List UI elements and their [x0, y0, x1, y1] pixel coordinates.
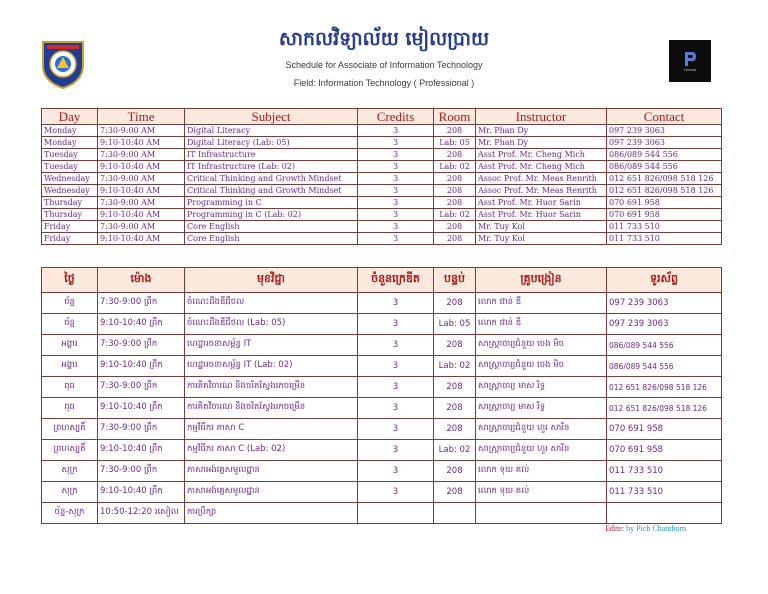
table-cell: Lab: 02: [434, 209, 476, 221]
table-cell: 7:30-9:00 AM: [98, 173, 185, 185]
table-cell: 086/089 544 556: [607, 161, 722, 173]
table-cell: 208: [434, 293, 476, 314]
table-cell: Tuesday: [42, 149, 98, 161]
column-header: ចំនួនក្រេឌីត: [358, 268, 434, 293]
table-cell: Critical Thinking and Growth Mindset: [185, 173, 358, 185]
table-cell: 208: [434, 185, 476, 197]
table-cell: 097 239 3063: [607, 125, 722, 137]
table-cell: 9:10-10:40 ព្រឹក: [98, 482, 185, 503]
table-cell: ការប្រឹក្សា: [185, 503, 358, 524]
table-cell: Monday: [42, 125, 98, 137]
table-cell: 3: [358, 209, 434, 221]
column-header: Room: [434, 109, 476, 125]
editor-credit: [605, 524, 686, 533]
table-cell: Programming in C: [185, 197, 358, 209]
table-cell: ច័ន្ទ: [42, 293, 98, 314]
table-row: [42, 335, 722, 356]
table-cell: 012 651 826/098 518 126: [607, 173, 722, 185]
table-cell: 070 691 958: [607, 440, 722, 461]
table-cell: សុក្រ: [42, 482, 98, 503]
table-cell: 9:10-10:40 AM: [98, 185, 185, 197]
editor-credit-name: by Pich Chanthorn: [626, 524, 687, 533]
table-cell: 3: [358, 173, 434, 185]
editor-credit-label: Edite:: [605, 524, 625, 533]
table-cell: 208: [434, 377, 476, 398]
table-cell: 208: [434, 398, 476, 419]
table-cell: [476, 503, 607, 524]
table-cell: សាស្ត្រាចារ្យជំនួយ ហួរ សារិន: [476, 440, 607, 461]
table-row: [42, 503, 722, 524]
column-header: ទូរស័ព្ទ: [607, 268, 722, 293]
table-cell: Friday: [42, 233, 98, 245]
table-cell: 7:30-9:00 ព្រឹក: [98, 293, 185, 314]
table-cell: 9:10-10:40 AM: [98, 137, 185, 149]
table-cell: 7:30-9:00 AM: [98, 125, 185, 137]
table-cell: ការគិតវិចារណ និងចរិតស្វែងរកចម្រើន: [185, 377, 358, 398]
table-cell: ពុធ: [42, 398, 98, 419]
table-cell: សាស្ត្រាចារ្យជំនួយ ហួរ សារិន: [476, 419, 607, 440]
table-cell: 011 733 510: [607, 221, 722, 233]
table-cell: ហេដ្ឋារចនាសម្ព័ន្ធ IT: [185, 335, 358, 356]
table-cell: 070 691 958: [607, 209, 722, 221]
table-cell: 3: [358, 149, 434, 161]
table-cell: 097 239 3063: [607, 293, 722, 314]
table-cell: Lab: 02: [434, 161, 476, 173]
column-header: ម៉ោង: [98, 268, 185, 293]
table-cell: ហេដ្ឋារចនាសម្ព័ន្ធ IT (Lab: 02): [185, 356, 358, 377]
table-header-row: [42, 268, 722, 293]
table-row: [42, 482, 722, 503]
table-cell: Core English: [185, 233, 358, 245]
table-cell: 3: [358, 197, 434, 209]
table-row: [42, 293, 722, 314]
table-row: [42, 419, 722, 440]
table-cell: 9:10-10:40 ព្រឹក: [98, 314, 185, 335]
table-cell: ច័ន្ទ-សុក្រ: [42, 503, 98, 524]
table-cell: ព្រហស្បតិ៍: [42, 440, 98, 461]
table-row: [42, 173, 722, 185]
table-cell: 012 651 826/098 518 126: [607, 185, 722, 197]
table-cell: Wednesday: [42, 185, 98, 197]
table-row: [42, 461, 722, 482]
table-cell: 011 733 510: [607, 482, 722, 503]
table-cell: Lab: 05: [434, 314, 476, 335]
table-row: [42, 314, 722, 335]
table-cell: 208: [434, 221, 476, 233]
table-cell: សាស្ត្រាចារ្យ មាស រិទ្ធ: [476, 398, 607, 419]
table-cell: Mr. Phan Dy: [476, 137, 607, 149]
table-cell: 208: [434, 482, 476, 503]
column-header: បន្ទប់: [434, 268, 476, 293]
table-row: [42, 125, 722, 137]
table-cell: Digital Literacy: [185, 125, 358, 137]
schedule-table-en: [41, 108, 722, 245]
table-cell: 208: [434, 125, 476, 137]
table-cell: 9:10-10:40 AM: [98, 233, 185, 245]
table-cell: 7:30-9:00 ព្រឹក: [98, 335, 185, 356]
table-cell: [607, 503, 722, 524]
table-row: [42, 377, 722, 398]
column-header: Credits: [358, 109, 434, 125]
table-cell: 7:30-9:00 AM: [98, 149, 185, 161]
table-cell: 3: [358, 335, 434, 356]
table-cell: 3: [358, 125, 434, 137]
table-cell: 070 691 958: [607, 419, 722, 440]
table-cell: 7:30-9:00 AM: [98, 221, 185, 233]
table-row: [42, 398, 722, 419]
table-cell: សុក្រ: [42, 461, 98, 482]
schedule-table-km: [41, 267, 722, 524]
table-row: [42, 161, 722, 173]
table-cell: សាស្ត្រាចារ្យជំនួយ ចេង មិច: [476, 356, 607, 377]
table-cell: ចំណេះដឹងឌីជីថល: [185, 293, 358, 314]
column-header: Day: [42, 109, 98, 125]
table-cell: Assoc Prof. Mr. Meas Renrith: [476, 185, 607, 197]
table-cell: លោក ផាន់ ឌី: [476, 293, 607, 314]
table-cell: 011 733 510: [607, 461, 722, 482]
column-header: ថ្ងៃ: [42, 268, 98, 293]
table-cell: 3: [358, 293, 434, 314]
table-cell: 208: [434, 233, 476, 245]
table-cell: អង្គារ: [42, 356, 98, 377]
table-cell: 3: [358, 185, 434, 197]
table-cell: ភាសាអង់គ្លេសមូលដ្ឋាន: [185, 461, 358, 482]
table-cell: ច័ន្ទ: [42, 314, 98, 335]
table-cell: Wednesday: [42, 173, 98, 185]
table-cell: 011 733 510: [607, 233, 722, 245]
table-row: [42, 185, 722, 197]
column-header: មុខវិជ្ជា: [185, 268, 358, 293]
table-cell: Asst Prof. Mr. Huor Sarin: [476, 197, 607, 209]
table-cell: Core English: [185, 221, 358, 233]
table-cell: 3: [358, 398, 434, 419]
table-cell: 208: [434, 461, 476, 482]
table-cell: Asst Prof. Mr. Cheng Mich: [476, 161, 607, 173]
column-header: Contact: [607, 109, 722, 125]
table-row: [42, 233, 722, 245]
column-header: Subject: [185, 109, 358, 125]
table-cell: 208: [434, 149, 476, 161]
table-row: [42, 356, 722, 377]
field-label: Field: Information Technology ( Professional ): [293, 78, 475, 88]
table-cell: 3: [358, 461, 434, 482]
table-cell: ព្រហស្បតិ៍: [42, 419, 98, 440]
table-cell: Lab: 02: [434, 440, 476, 461]
table-cell: Thursday: [42, 197, 98, 209]
table-cell: Programming in C (Lab: 02): [185, 209, 358, 221]
page-subtitle: Schedule for Associate of Information Technology: [285, 60, 483, 70]
table-cell: 097 239 3063: [607, 314, 722, 335]
brand-logo-text: FOSTEN: [684, 67, 696, 72]
table-cell: 086/089 544 556: [607, 335, 722, 356]
table-cell: Asst Prof. Mr. Cheng Mich: [476, 149, 607, 161]
table-cell: 012 651 826/098 518 126: [607, 398, 722, 419]
table-cell: ពុធ: [42, 377, 98, 398]
table-cell: 3: [358, 377, 434, 398]
table-cell: លោក ផាន់ ឌី: [476, 314, 607, 335]
table-cell: 9:10-10:40 ព្រឹក: [98, 356, 185, 377]
table-cell: [434, 503, 476, 524]
table-cell: Friday: [42, 221, 98, 233]
table-cell: Lab: 05: [434, 137, 476, 149]
table-cell: 3: [358, 356, 434, 377]
table-cell: 208: [434, 419, 476, 440]
table-cell: [358, 503, 434, 524]
table-cell: ការគិតវិចារណ និងចរិតស្វែងរកចម្រើន: [185, 398, 358, 419]
table-cell: 9:10-10:40 ព្រឹក: [98, 440, 185, 461]
table-row: [42, 137, 722, 149]
table-cell: Asst Prof. Mr. Huor Sarin: [476, 209, 607, 221]
table-cell: 9:10-10:40 ព្រឹក: [98, 398, 185, 419]
table-cell: Tuesday: [42, 161, 98, 173]
table-cell: 7:30-9:00 AM: [98, 197, 185, 209]
table-cell: Mr. Phan Dy: [476, 125, 607, 137]
table-cell: សាស្ត្រាចារ្យជំនួយ ចេង មិច: [476, 335, 607, 356]
table-cell: 208: [434, 173, 476, 185]
page-title: សាកលវិទ្យាល័យ មៀលប្រាយ: [278, 28, 490, 50]
table-cell: អង្គារ: [42, 335, 98, 356]
table-cell: Mr. Tuy Kol: [476, 233, 607, 245]
table-cell: 012 651 826/098 518 126: [607, 377, 722, 398]
table-cell: 3: [358, 419, 434, 440]
table-cell: IT Infrastructure: [185, 149, 358, 161]
table-cell: 3: [358, 233, 434, 245]
table-cell: សាស្ត្រាចារ្យ មាស រិទ្ធ: [476, 377, 607, 398]
table-cell: លោក ទុយ គល់: [476, 482, 607, 503]
table-cell: 3: [358, 137, 434, 149]
table-cell: 3: [358, 221, 434, 233]
column-header: Instructor: [476, 109, 607, 125]
table-cell: Digital Literacy (Lab: 05): [185, 137, 358, 149]
table-cell: 7:30-9:00 ព្រឹក: [98, 377, 185, 398]
table-cell: 3: [358, 314, 434, 335]
table-row: [42, 197, 722, 209]
table-cell: 3: [358, 482, 434, 503]
table-cell: 3: [358, 161, 434, 173]
table-header-row: [42, 109, 722, 125]
table-cell: Lab: 02: [434, 356, 476, 377]
table-cell: Mr. Tuy Kol: [476, 221, 607, 233]
table-cell: Monday: [42, 137, 98, 149]
table-cell: 208: [434, 197, 476, 209]
table-cell: 10:50-12:20 រសៀល: [98, 503, 185, 524]
table-cell: IT Infrastructure (Lab: 02): [185, 161, 358, 173]
table-row: [42, 209, 722, 221]
table-cell: កម្មវិធីករ ភាសា C (Lab: 02): [185, 440, 358, 461]
table-cell: ភាសាអង់គ្លេសមូលដ្ឋាន: [185, 482, 358, 503]
column-header: Time: [98, 109, 185, 125]
table-cell: 9:10-10:40 AM: [98, 209, 185, 221]
table-cell: 097 239 3063: [607, 137, 722, 149]
table-cell: 070 691 958: [607, 197, 722, 209]
table-cell: ចំណេះដឹងឌីជីថល (Lab: 05): [185, 314, 358, 335]
column-header: គ្រូបង្រៀន: [476, 268, 607, 293]
table-cell: 7:30-9:00 ព្រឹក: [98, 461, 185, 482]
table-cell: 7:30-9:00 ព្រឹក: [98, 419, 185, 440]
table-cell: 9:10-10:40 AM: [98, 161, 185, 173]
table-cell: Thursday: [42, 209, 98, 221]
table-row: [42, 440, 722, 461]
table-cell: Assoc Prof. Mr. Meas Renrith: [476, 173, 607, 185]
table-cell: 086/089 544 556: [607, 356, 722, 377]
table-cell: 3: [358, 440, 434, 461]
table-cell: កម្មវិធីករ ភាសា C: [185, 419, 358, 440]
table-row: [42, 149, 722, 161]
table-cell: លោក ទុយ គល់: [476, 461, 607, 482]
table-cell: Critical Thinking and Growth Mindset: [185, 185, 358, 197]
table-row: [42, 221, 722, 233]
table-cell: 086/089 544 556: [607, 149, 722, 161]
table-cell: 208: [434, 335, 476, 356]
